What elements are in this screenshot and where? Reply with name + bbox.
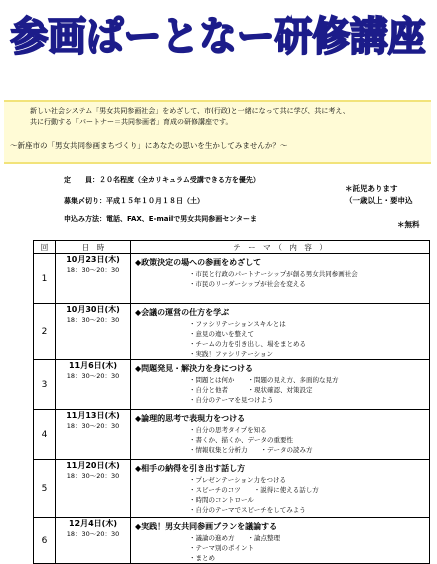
session-item: ・問題とは何か ・問題の見え方、多面的な見方 bbox=[189, 376, 339, 384]
session-number: 6 bbox=[34, 518, 56, 564]
session-item: ・ファシリテーションスキルとは bbox=[189, 320, 286, 328]
session-theme-cell bbox=[131, 304, 430, 360]
session-item: ・議論の進め方 ・論点整理 bbox=[189, 534, 280, 542]
session-time: 18：30～20：30 bbox=[66, 422, 120, 430]
session-item: ・市民のリーダーシップが社会を変える bbox=[189, 280, 306, 288]
session-theme: ◆政策決定の場への参画をめざして bbox=[135, 258, 262, 267]
session-time: 18：30～20：30 bbox=[66, 372, 120, 380]
intro-line-3: ～新座市の「男女共同参画まちづくり」にあなたの思いを生かしてみませんか？～ bbox=[10, 141, 288, 150]
table-header-row bbox=[34, 241, 430, 254]
childcare-condition: （一歳以上・要申込 bbox=[345, 196, 413, 205]
free-note: ＊無料 bbox=[397, 220, 420, 229]
header-theme: テ ー マ （ 内 容 ） bbox=[131, 241, 430, 254]
session-time: 18：30～20：30 bbox=[66, 472, 120, 480]
session-item: ・スピーチのコツ ・説得に使える話し方 bbox=[189, 486, 319, 494]
session-number: 2 bbox=[34, 304, 56, 360]
session-date: 11月13日(木) bbox=[66, 411, 120, 420]
deadline-value: 平成１５年１０月１８日（土） bbox=[106, 197, 204, 205]
session-item: ・自分の思考タイプを知る bbox=[189, 426, 267, 434]
intro-line-2: 共に行動する「パートナー＝共同参画者」育成の研修講座です。 bbox=[30, 118, 233, 126]
session-number: 4 bbox=[34, 410, 56, 460]
schedule-table bbox=[33, 240, 430, 564]
table-row bbox=[34, 304, 430, 360]
session-item: ・自分と他者 ・現状確認、対策設定 bbox=[189, 386, 313, 394]
session-items bbox=[131, 475, 429, 515]
session-theme-cell bbox=[131, 518, 430, 564]
page-title bbox=[6, 4, 431, 66]
session-theme-cell bbox=[131, 410, 430, 460]
capacity-info bbox=[64, 175, 332, 185]
session-time: 18：30～20：30 bbox=[66, 530, 120, 538]
deadline-info bbox=[64, 196, 332, 206]
session-datetime bbox=[56, 254, 131, 304]
table-row bbox=[34, 254, 430, 304]
session-theme-cell bbox=[131, 460, 430, 518]
session-date: 10月23日(木) bbox=[66, 255, 120, 264]
intro-line-1: 新しい社会システム「男女共同参画社会」をめざして、市(行政)と一緒になって共に学び、共に考え、 bbox=[30, 107, 350, 115]
table-row bbox=[34, 410, 430, 460]
session-item: ・まとめ bbox=[189, 554, 215, 562]
session-items bbox=[131, 425, 429, 455]
apply-label: 申込み方法： bbox=[64, 215, 106, 223]
session-datetime bbox=[56, 360, 131, 410]
session-theme: ◆問題発見・解決力を身につける bbox=[135, 364, 253, 373]
session-time: 18：30～20：30 bbox=[66, 316, 120, 324]
session-items bbox=[131, 269, 429, 289]
table-row bbox=[34, 460, 430, 518]
session-datetime bbox=[56, 460, 131, 518]
session-theme: ◆相手の納得を引き出す話し方 bbox=[135, 464, 246, 473]
session-item: ・自分のテーマを見つけよう bbox=[189, 396, 274, 404]
session-date: 11月20日(木) bbox=[66, 461, 120, 470]
session-items bbox=[131, 375, 429, 405]
session-number: 3 bbox=[34, 360, 56, 410]
session-datetime bbox=[56, 304, 131, 360]
session-number: 1 bbox=[34, 254, 56, 304]
title-text: 参画ぱーとなー研修講座 bbox=[10, 14, 426, 60]
capacity-value: ２０名程度（全カリキュラム受講できる方を優先） bbox=[99, 176, 260, 184]
header-no: 回 bbox=[34, 241, 56, 254]
session-item: ・書くか、描くか、データの重要性 bbox=[189, 436, 293, 444]
capacity-label: 定 員： bbox=[64, 176, 99, 184]
childcare-note: ＊託児あります bbox=[345, 184, 398, 193]
session-date: 11月6日(木) bbox=[68, 361, 117, 370]
session-item: ・意見の違いを整えて bbox=[189, 330, 254, 338]
session-datetime bbox=[56, 410, 131, 460]
deadline-label: 募集〆切り： bbox=[64, 197, 106, 205]
session-item: ・情報収集と分析力 ・データの読み方 bbox=[189, 446, 313, 454]
session-datetime bbox=[56, 518, 131, 564]
session-theme-cell bbox=[131, 360, 430, 410]
session-item: ・プレゼンテーション力をつける bbox=[189, 476, 286, 484]
table-row bbox=[34, 360, 430, 410]
session-theme-cell bbox=[131, 254, 430, 304]
session-time: 18：30～20：30 bbox=[66, 266, 120, 274]
session-date: 10月30日(木) bbox=[66, 305, 120, 314]
session-item: ・時間のコントロール bbox=[189, 496, 254, 504]
session-date: 12月4日(木) bbox=[68, 519, 117, 528]
session-item: ・実践！ファシリテーション bbox=[189, 350, 273, 358]
session-item: ・チームの力を引き出し、場をまとめる bbox=[189, 340, 306, 348]
session-theme: ◆論理的思考で表現力をつける bbox=[135, 414, 246, 423]
session-number: 5 bbox=[34, 460, 56, 518]
session-item: ・テーマ別のポイント bbox=[189, 544, 254, 552]
apply-value: 電話、FAX、E-mailで男女共同参画センターま bbox=[106, 215, 258, 223]
header-datetime: 日 時 bbox=[56, 241, 131, 254]
session-item: ・市民と行政のパートナーシップが創る男女共同参画社会 bbox=[189, 270, 358, 278]
session-theme: ◆実践！男女共同参画プランを議論する bbox=[135, 522, 278, 531]
intro-box bbox=[4, 100, 431, 164]
apply-info bbox=[64, 214, 332, 224]
session-theme: ◆会議の運営の仕方を学ぶ bbox=[135, 308, 230, 317]
session-item: ・自分のテーマでスピーチをしてみよう bbox=[189, 506, 306, 514]
table-row bbox=[34, 518, 430, 564]
session-items bbox=[131, 319, 429, 359]
